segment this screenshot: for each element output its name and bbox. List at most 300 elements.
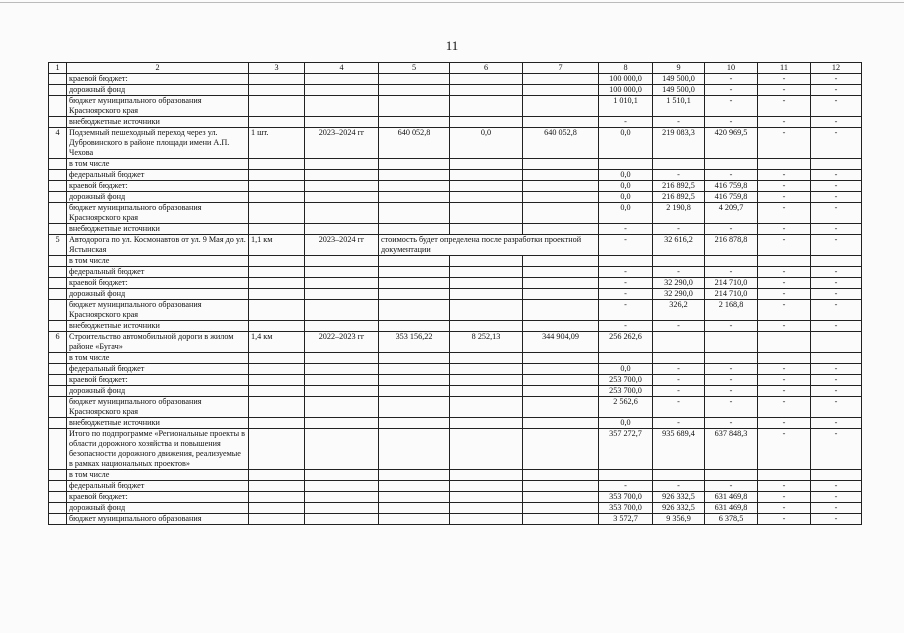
table-cell: - — [811, 492, 862, 503]
table-cell: - — [758, 481, 811, 492]
table-cell: - — [758, 96, 811, 117]
table-cell — [523, 470, 599, 481]
table-cell — [49, 85, 67, 96]
table-cell — [379, 192, 450, 203]
table-cell — [305, 300, 379, 321]
table-cell — [450, 429, 523, 470]
table-row — [49, 117, 862, 128]
table-cell: - — [653, 481, 705, 492]
table-cell: 6 — [49, 332, 67, 353]
table-body — [49, 74, 862, 525]
table-cell: - — [811, 481, 862, 492]
table-cell: - — [599, 300, 653, 321]
table-cell: стоимость будет определена после разработки проектной документации — [379, 235, 599, 256]
table-cell: - — [811, 321, 862, 332]
column-header: 7 — [523, 63, 599, 74]
table-cell: - — [811, 224, 862, 235]
table-cell: - — [653, 364, 705, 375]
table-cell — [249, 514, 305, 525]
table-cell — [249, 224, 305, 235]
table-row — [49, 289, 862, 300]
table-cell: - — [705, 321, 758, 332]
table-cell: краевой бюджет: — [67, 278, 249, 289]
table-cell — [450, 256, 523, 267]
table-cell — [249, 256, 305, 267]
table-cell — [450, 514, 523, 525]
table-cell — [758, 159, 811, 170]
table-cell: 2023–2024 гг — [305, 128, 379, 159]
table-cell: дорожный фонд — [67, 192, 249, 203]
table-cell — [450, 470, 523, 481]
table-cell: 4 — [49, 128, 67, 159]
table-cell: в том числе — [67, 470, 249, 481]
table-cell: - — [758, 267, 811, 278]
table-cell — [49, 470, 67, 481]
column-header: 11 — [758, 63, 811, 74]
table-cell: 32 290,0 — [653, 289, 705, 300]
table-cell: 357 272,7 — [599, 429, 653, 470]
table-cell: краевой бюджет: — [67, 74, 249, 85]
table-cell: - — [811, 235, 862, 256]
table-cell — [49, 181, 67, 192]
table-cell: 5 — [49, 235, 67, 256]
table-cell: 2023–2024 гг — [305, 235, 379, 256]
column-header: 6 — [450, 63, 523, 74]
table-cell: - — [653, 386, 705, 397]
table-cell: внебюджетные источники — [67, 224, 249, 235]
table-cell — [450, 267, 523, 278]
table-cell: 0,0 — [599, 203, 653, 224]
table-cell: - — [653, 267, 705, 278]
table-cell — [523, 481, 599, 492]
table-row — [49, 267, 862, 278]
table-cell — [523, 353, 599, 364]
table-cell: - — [705, 85, 758, 96]
table-cell — [305, 181, 379, 192]
table-cell: - — [758, 289, 811, 300]
table-row — [49, 235, 862, 256]
table-cell — [450, 353, 523, 364]
table-row — [49, 300, 862, 321]
table-cell — [379, 418, 450, 429]
table-cell — [379, 514, 450, 525]
table-cell — [379, 278, 450, 289]
table-row — [49, 192, 862, 203]
table-cell — [599, 256, 653, 267]
table-cell — [705, 353, 758, 364]
table-cell: - — [811, 278, 862, 289]
table-cell — [653, 159, 705, 170]
table-cell — [599, 470, 653, 481]
table-cell — [379, 85, 450, 96]
column-header: 3 — [249, 63, 305, 74]
table-cell — [523, 375, 599, 386]
table-cell — [305, 397, 379, 418]
table-cell — [811, 353, 862, 364]
table-cell — [379, 470, 450, 481]
column-header: 1 — [49, 63, 67, 74]
table-cell: 631 469,8 — [705, 503, 758, 514]
table-cell — [49, 503, 67, 514]
table-cell — [379, 321, 450, 332]
table-cell: - — [653, 117, 705, 128]
table-cell — [249, 267, 305, 278]
table-cell — [523, 117, 599, 128]
table-cell — [450, 418, 523, 429]
table-cell — [305, 514, 379, 525]
table-cell — [49, 321, 67, 332]
table-cell: 9 356,9 — [653, 514, 705, 525]
table-cell: - — [758, 181, 811, 192]
table-header-row — [49, 63, 862, 74]
table-row — [49, 492, 862, 503]
table-cell — [249, 397, 305, 418]
table-cell: - — [811, 181, 862, 192]
table-cell — [49, 203, 67, 224]
table-cell: Итого по подпрограмме «Региональные проекты в области дорожного хозяйства и повышения безопасности дорожного движения, реализуемые в рамках национальных проектов» — [67, 429, 249, 470]
table-cell: 0,0 — [599, 192, 653, 203]
table-cell: 0,0 — [599, 418, 653, 429]
table-cell — [379, 397, 450, 418]
table-cell — [523, 492, 599, 503]
table-cell: - — [599, 224, 653, 235]
table-cell: - — [758, 364, 811, 375]
table-cell: - — [705, 170, 758, 181]
table-cell — [249, 300, 305, 321]
table-cell: 1 шт. — [249, 128, 305, 159]
table-cell — [49, 192, 67, 203]
table-cell — [523, 364, 599, 375]
table-cell: 420 969,5 — [705, 128, 758, 159]
table-cell: 1 010,1 — [599, 96, 653, 117]
table-cell: 100 000,0 — [599, 85, 653, 96]
table-cell — [450, 397, 523, 418]
table-row — [49, 429, 862, 470]
table-cell: - — [705, 481, 758, 492]
table-cell — [450, 203, 523, 224]
table-cell — [379, 492, 450, 503]
page-number: 11 — [445, 38, 459, 53]
table-cell: 149 500,0 — [653, 74, 705, 85]
table-cell: - — [705, 267, 758, 278]
table-cell — [379, 267, 450, 278]
table-row — [49, 278, 862, 289]
table-cell — [599, 353, 653, 364]
table-cell: 3 572,7 — [599, 514, 653, 525]
table-cell — [305, 278, 379, 289]
table-cell — [523, 85, 599, 96]
table-cell — [811, 470, 862, 481]
table-row — [49, 96, 862, 117]
table-cell: 353 700,0 — [599, 492, 653, 503]
table-cell — [249, 470, 305, 481]
table-cell — [305, 117, 379, 128]
table-cell — [450, 321, 523, 332]
table-row — [49, 332, 862, 353]
table-cell — [305, 429, 379, 470]
table-cell — [305, 289, 379, 300]
table-cell — [705, 256, 758, 267]
table-cell: - — [811, 429, 862, 470]
table-cell: - — [653, 321, 705, 332]
table-cell — [653, 256, 705, 267]
table-cell — [450, 96, 523, 117]
table-cell — [305, 85, 379, 96]
column-header: 9 — [653, 63, 705, 74]
table-cell: - — [811, 514, 862, 525]
table-cell: Строительство автомобильной дороги в жилом районе «Бугач» — [67, 332, 249, 353]
table-cell — [305, 96, 379, 117]
table-cell: - — [811, 267, 862, 278]
table-cell: 631 469,8 — [705, 492, 758, 503]
table-cell: - — [758, 192, 811, 203]
table-cell — [249, 386, 305, 397]
table-cell: 216 892,5 — [653, 181, 705, 192]
table-cell: 214 710,0 — [705, 289, 758, 300]
table-cell: 0,0 — [599, 128, 653, 159]
table-cell — [49, 74, 67, 85]
table-cell: - — [758, 74, 811, 85]
table-cell — [49, 278, 67, 289]
table-cell: - — [758, 278, 811, 289]
table-cell — [305, 170, 379, 181]
table-row — [49, 397, 862, 418]
table-cell: в том числе — [67, 353, 249, 364]
table-cell — [249, 74, 305, 85]
table-cell: - — [811, 397, 862, 418]
table-cell — [379, 181, 450, 192]
table-cell — [249, 96, 305, 117]
table-cell: - — [811, 170, 862, 181]
table-cell: 2 562,6 — [599, 397, 653, 418]
table-row — [49, 514, 862, 525]
table-cell — [249, 429, 305, 470]
table-cell: внебюджетные источники — [67, 117, 249, 128]
table-cell — [379, 170, 450, 181]
table-cell: дорожный фонд — [67, 85, 249, 96]
table-cell — [249, 85, 305, 96]
table-cell — [758, 353, 811, 364]
table-cell: - — [599, 321, 653, 332]
table-cell — [450, 170, 523, 181]
table-cell: - — [599, 235, 653, 256]
table-cell — [49, 117, 67, 128]
table-cell — [450, 364, 523, 375]
table-cell: - — [758, 503, 811, 514]
table-cell: 416 759,8 — [705, 192, 758, 203]
table-cell — [450, 492, 523, 503]
table-cell — [305, 159, 379, 170]
table-cell: 149 500,0 — [653, 85, 705, 96]
table-cell — [811, 256, 862, 267]
table-cell — [249, 181, 305, 192]
table-row — [49, 181, 862, 192]
table-cell: - — [811, 74, 862, 85]
table-row — [49, 256, 862, 267]
table-cell — [249, 503, 305, 514]
table-cell — [653, 332, 705, 353]
table-cell — [523, 267, 599, 278]
column-header: 12 — [811, 63, 862, 74]
table-row — [49, 418, 862, 429]
table-cell: - — [758, 117, 811, 128]
table-cell: - — [811, 289, 862, 300]
table-cell: - — [758, 514, 811, 525]
table-cell — [49, 224, 67, 235]
table-cell — [379, 117, 450, 128]
table-cell: - — [811, 203, 862, 224]
table-cell — [379, 289, 450, 300]
table-row — [49, 85, 862, 96]
table-cell: внебюджетные источники — [67, 321, 249, 332]
table-cell — [523, 321, 599, 332]
table-cell: 2 190,8 — [653, 203, 705, 224]
table-cell: Подземный пешеходный переход через ул. Дубровинского в районе площади имени А.П. Чехова — [67, 128, 249, 159]
table-cell — [305, 353, 379, 364]
table-cell: - — [599, 267, 653, 278]
table-cell: - — [758, 85, 811, 96]
table-cell — [249, 192, 305, 203]
table-cell: - — [811, 300, 862, 321]
table-cell: - — [811, 503, 862, 514]
table-cell — [305, 418, 379, 429]
table-cell — [758, 470, 811, 481]
table-cell: - — [599, 289, 653, 300]
table-cell — [305, 364, 379, 375]
table-cell — [305, 192, 379, 203]
table-cell: 2022–2023 гг — [305, 332, 379, 353]
table-cell — [379, 503, 450, 514]
table-cell: 6 378,5 — [705, 514, 758, 525]
table-cell — [523, 300, 599, 321]
table-row — [49, 128, 862, 159]
table-cell: 1,4 км — [249, 332, 305, 353]
table-cell — [49, 418, 67, 429]
table-cell — [523, 429, 599, 470]
table-cell: бюджет муниципального образования — [67, 514, 249, 525]
table-cell: 353 156,22 — [379, 332, 450, 353]
table-cell — [249, 159, 305, 170]
table-cell: - — [705, 74, 758, 85]
table-cell — [379, 203, 450, 224]
table-cell — [49, 289, 67, 300]
table-cell — [523, 224, 599, 235]
table-cell — [305, 203, 379, 224]
table-cell: - — [705, 224, 758, 235]
table-cell — [450, 481, 523, 492]
table-cell — [379, 353, 450, 364]
table-cell: - — [758, 235, 811, 256]
table-cell — [305, 224, 379, 235]
table-cell — [49, 159, 67, 170]
table-cell: краевой бюджет: — [67, 181, 249, 192]
table-row — [49, 224, 862, 235]
table-cell: 4 209,7 — [705, 203, 758, 224]
table-cell — [305, 256, 379, 267]
table-cell: - — [653, 170, 705, 181]
table-cell: - — [758, 128, 811, 159]
table-cell: - — [758, 492, 811, 503]
table-cell — [49, 492, 67, 503]
table-cell — [653, 470, 705, 481]
table-cell — [653, 353, 705, 364]
table-row — [49, 481, 862, 492]
table-cell: - — [705, 96, 758, 117]
table-cell — [523, 418, 599, 429]
table-cell — [379, 159, 450, 170]
table-cell: 253 700,0 — [599, 386, 653, 397]
table-cell — [450, 224, 523, 235]
table-cell — [450, 375, 523, 386]
table-cell — [249, 364, 305, 375]
table-cell: бюджет муниципального образования Красноярского края — [67, 203, 249, 224]
table-cell: - — [705, 364, 758, 375]
table-cell — [523, 203, 599, 224]
table-cell — [49, 514, 67, 525]
table-cell: 0,0 — [599, 364, 653, 375]
table-cell: - — [758, 386, 811, 397]
table-cell: - — [811, 85, 862, 96]
table-cell — [379, 481, 450, 492]
table-cell: 353 700,0 — [599, 503, 653, 514]
table-cell: - — [758, 203, 811, 224]
table-cell — [523, 256, 599, 267]
table-cell: 8 252,13 — [450, 332, 523, 353]
table-cell: 935 689,4 — [653, 429, 705, 470]
table-cell: Автодорога по ул. Космонавтов от ул. 9 Мая до ул. Ястынская — [67, 235, 249, 256]
table-cell: 1,1 км — [249, 235, 305, 256]
table-cell: - — [758, 170, 811, 181]
table-cell — [379, 375, 450, 386]
table-cell — [705, 470, 758, 481]
table-cell — [49, 256, 67, 267]
table-cell: - — [653, 418, 705, 429]
table-cell — [523, 159, 599, 170]
table-cell — [49, 375, 67, 386]
table-cell — [450, 192, 523, 203]
table-cell — [523, 96, 599, 117]
table-cell: - — [811, 96, 862, 117]
table-cell: 216 892,5 — [653, 192, 705, 203]
table-cell: 0,0 — [599, 181, 653, 192]
table-cell: 2 168,8 — [705, 300, 758, 321]
column-header: 2 — [67, 63, 249, 74]
table-cell: - — [705, 117, 758, 128]
table-cell — [450, 289, 523, 300]
table-cell — [523, 181, 599, 192]
table-cell — [49, 364, 67, 375]
table-cell — [305, 375, 379, 386]
table-cell — [249, 375, 305, 386]
table-cell — [49, 353, 67, 364]
table-cell — [249, 203, 305, 224]
table-cell: - — [599, 117, 653, 128]
scan-edge-line — [0, 2, 904, 3]
table-cell: 216 878,8 — [705, 235, 758, 256]
table-cell — [811, 159, 862, 170]
table-cell — [523, 514, 599, 525]
table-cell — [249, 321, 305, 332]
table-cell: - — [758, 300, 811, 321]
table-cell — [523, 289, 599, 300]
table-cell — [450, 85, 523, 96]
table-cell: бюджет муниципального образования Красноярского края — [67, 300, 249, 321]
table-cell: - — [653, 224, 705, 235]
table-cell — [379, 364, 450, 375]
table-cell: - — [811, 128, 862, 159]
table-cell: - — [758, 397, 811, 418]
table-cell: федеральный бюджет — [67, 170, 249, 181]
